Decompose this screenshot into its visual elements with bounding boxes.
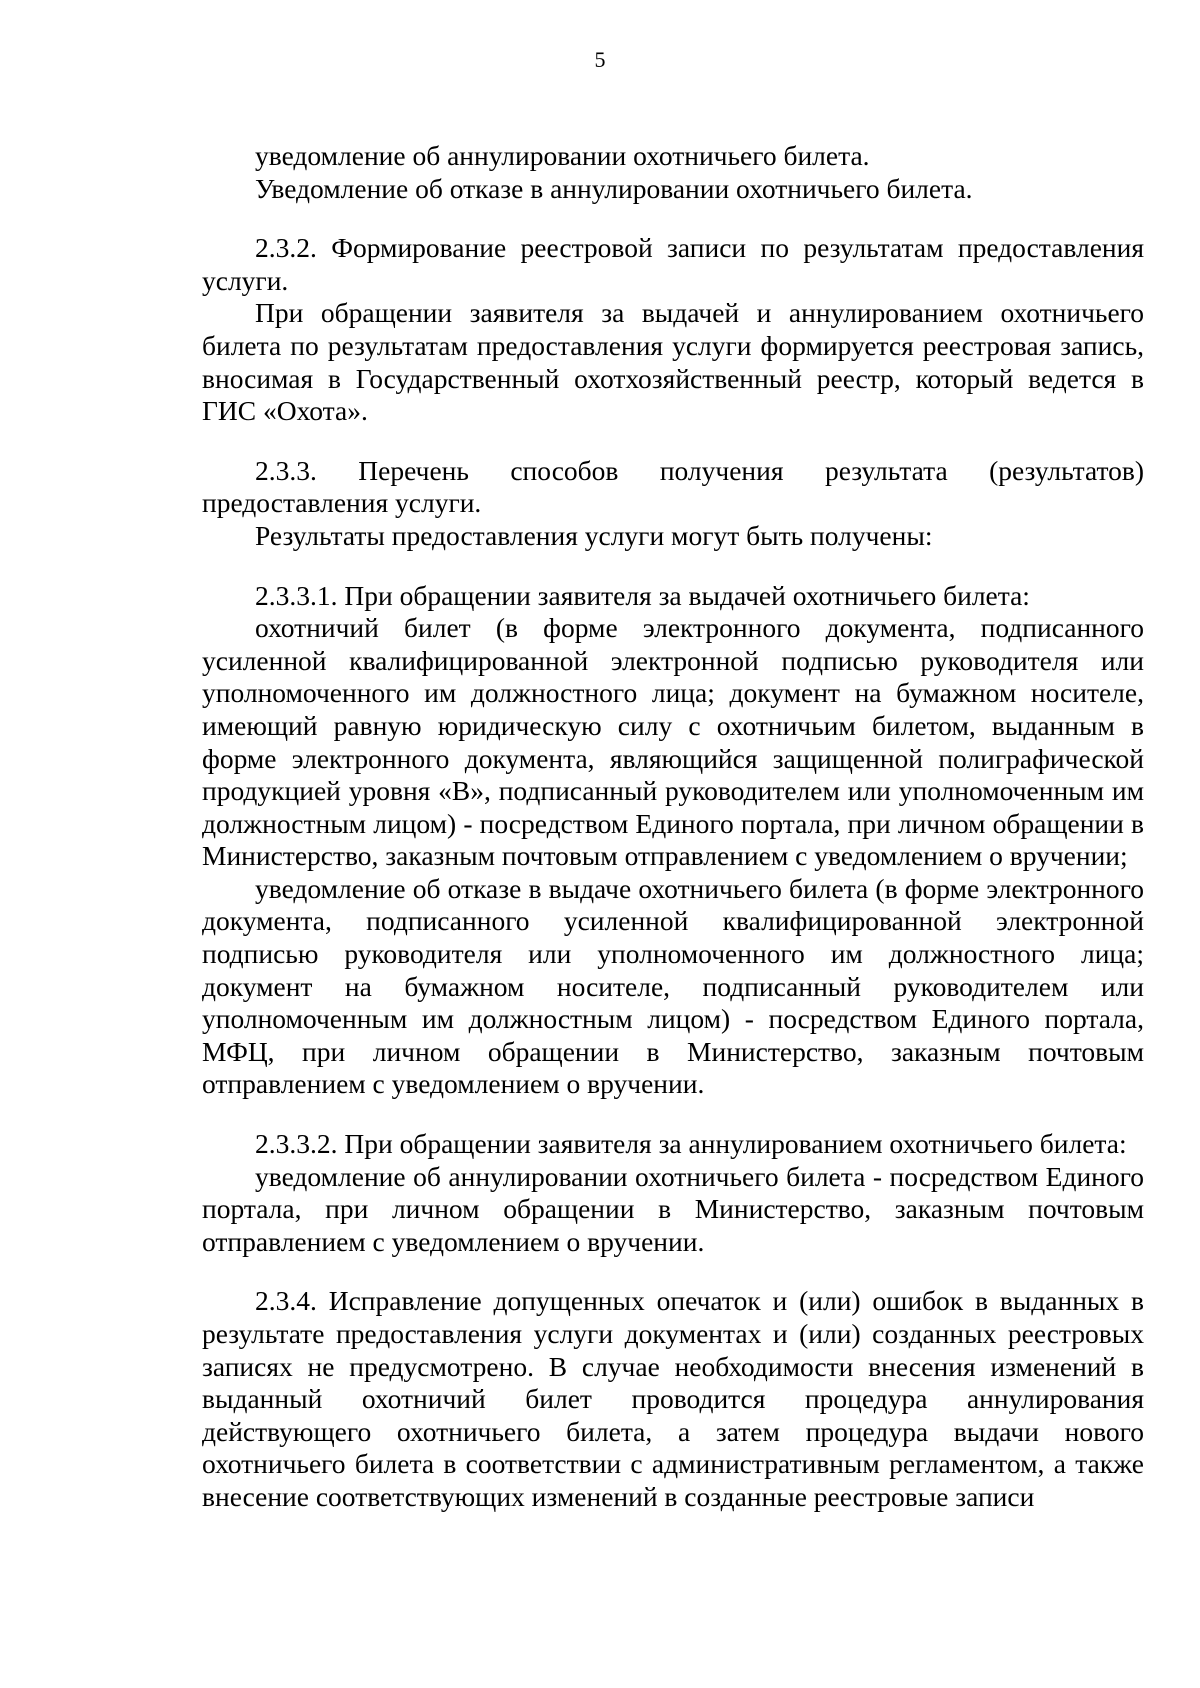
paragraph-2-3-3-1-license: охотничий билет (в форме электронного документа, подписанного усиленной квалифицированной электронной подписью руководителя или уполномоченного им должностного лица; документ на бумажном носителе, имеющий равную юридическую силу с охотничьим билетом, выданным в форме электронного документа, являющийся защищенной полиграфической продукцией уровня «В», подписанный руководителем или уполномоченным им должностным лицом) - посредством Единого портала, при личном обращении в Министерство, заказным почтовым отправлением с уведомлением о вручении; (202, 612, 1144, 872)
paragraph-2-3-2-heading: 2.3.2. Формирование реестровой записи по результатам предоставления услуги. (202, 232, 1144, 296)
paragraph-2-3-3-heading: 2.3.3. Перечень способов получения результата (результатов) предоставления услуги. (202, 454, 1144, 519)
page-number: 5 (594, 47, 606, 72)
paragraph-2-3-3-1-refusal: уведомление об отказе в выдаче охотничьего билета (в форме электронного документа, подписанного усиленной квалифицированной электронной подписью руководителя или уполномоченного им должностного лица; документ на бумажном носителе, подписанный руководителем или уполномоченным им должностным лицом) - посредством Единого портала, МФЦ, при личном обращении в Министерство, заказным почтовым отправлением с уведомлением о вручении. (202, 872, 1144, 1100)
paragraph-2-3-3-intro: Результаты предоставления услуги могут быть получены: (255, 519, 933, 551)
paragraph-2-3-3-2-body: уведомление об аннулировании охотничьего билета - посредством Единого портала, при личном обращении в Министерство, заказным почтовым отправлением с уведомлением о вручении. (202, 1160, 1144, 1257)
document-body (202, 140, 1144, 1514)
paragraph-notice-annulment: уведомление об аннулировании охотничьего билета. (255, 140, 870, 171)
paragraph-2-3-3-1-heading: 2.3.3.1. При обращении заявителя за выдачей охотничьего билета: (255, 579, 1030, 611)
paragraph-2-3-2-body: При обращении заявителя за выдачей и аннулированием охотничьего билета по результатам предоставления услуги формируется реестровая запись, вносимая в Государственный охотхозяйственный реестр, который ведется в ГИС «Охота». (202, 297, 1144, 427)
paragraph-notice-refusal-annulment: Уведомление об отказе в аннулировании охотничьего билета. (255, 172, 973, 204)
paragraph-2-3-3-2-heading: 2.3.3.2. При обращении заявителя за аннулированием охотничьего билета: (255, 1128, 1127, 1160)
paragraph-2-3-4: 2.3.4. Исправление допущенных опечаток и (или) ошибок в выданных в результате предоставления услуги документах и (или) созданных реестровых записях не предусмотрено. В случае необходимости внесения изменений в выданный охотничий билет проводится процедура аннулирования действующего охотничьего билета, а затем процедура выдачи нового охотничьего билета в соответствии с административным регламентом, а также внесение соответствующих изменений в созданные реестровые записи (202, 1285, 1144, 1512)
